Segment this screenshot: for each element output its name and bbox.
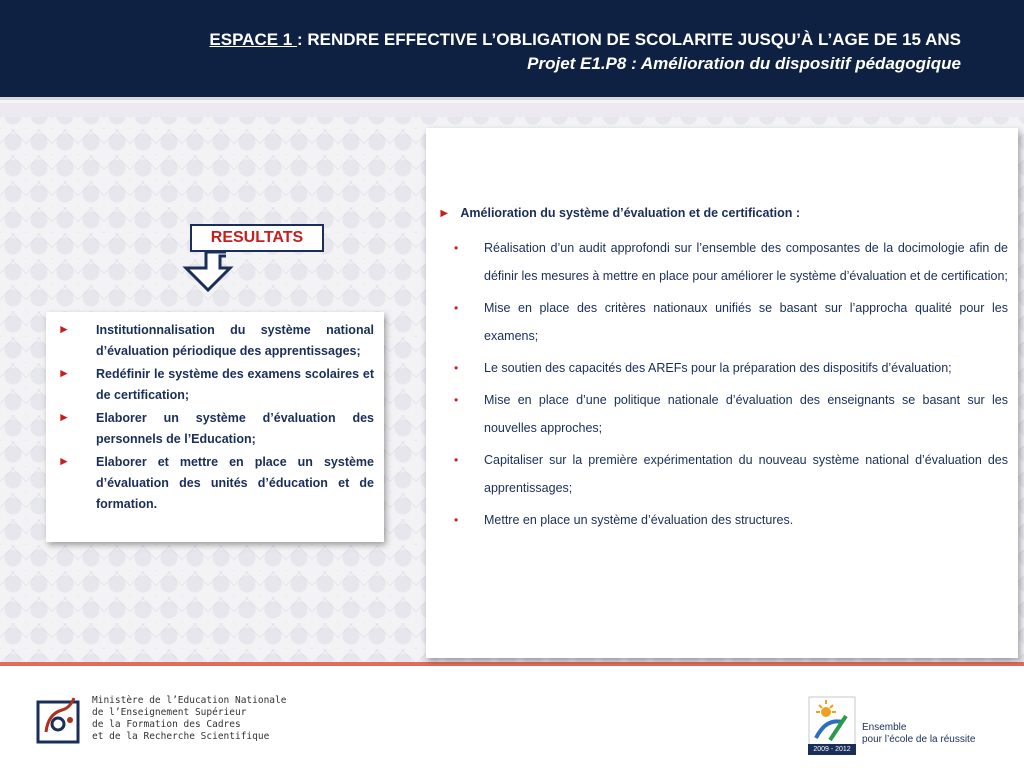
list-item-text: Mettre en place un système d’évaluation des structures. [484, 513, 794, 527]
bullet-dot-icon: • [454, 301, 459, 315]
slide-subtitle: Projet E1.P8 : Amélioration du dispositif pédagogique [527, 54, 961, 73]
result-item [58, 408, 374, 450]
title-text: : RENDRE EFFECTIVE L’OBLIGATION DE SCOLARITE JUSQU’À L’AGE DE 15 ANS [296, 30, 961, 49]
bullet-dot-icon: • [454, 453, 459, 467]
result-item-text: Redéfinir le système des examens scolaires et de certification; [96, 367, 374, 402]
ministry-line: de la Formation des Cadres [92, 719, 241, 730]
result-item-text: Elaborer un système d’évaluation des personnels de l’Education; [96, 411, 374, 446]
bullet-dot-icon: • [454, 241, 459, 255]
list-item [450, 294, 1008, 350]
down-arrow-icon [180, 250, 260, 292]
espace-label: ESPACE 1 [209, 30, 297, 49]
result-item-text: Elaborer et mettre en place un système d’évaluation des unités d’éducation et de formation. [96, 455, 374, 511]
bullet-dot-icon: • [454, 393, 459, 407]
years-badge: 2009 - 2012 [808, 744, 856, 755]
result-item-text: Institutionnalisation du système national d’évaluation périodique des apprentissages; [96, 323, 374, 358]
result-item [58, 320, 374, 362]
list-item [450, 386, 1008, 442]
list-item-text: Réalisation d’un audit approfondi sur l’ensemble des composantes de la docimologie afin de définir les mesures à mettre en place pour améliorer le système d’évaluation et de certification; [484, 241, 1008, 283]
triangle-bullet-icon: ► [58, 454, 70, 468]
results-label: RESULTATS [190, 224, 324, 252]
actions-heading-text: Amélioration du système d’évaluation et de certification : [460, 206, 801, 220]
list-item [450, 446, 1008, 502]
top-band [0, 103, 1024, 117]
triangle-bullet-icon: ► [438, 206, 451, 220]
ensemble-slogan [862, 722, 1012, 746]
list-item [450, 506, 1008, 534]
list-item-text: Le soutien des capacités des AREFs pour la préparation des dispositifs d’évaluation; [484, 361, 952, 375]
bullet-dot-icon: • [454, 513, 459, 527]
ministry-name [92, 695, 287, 743]
list-item [450, 354, 1008, 382]
bullet-dot-icon: • [454, 361, 459, 375]
list-item-text: Mise en place des critères nationaux unifiés se basant sur l’approcha qualité pour les examens; [484, 301, 1008, 343]
slide-header [0, 0, 1024, 100]
actions-heading [438, 206, 800, 220]
list-item-text: Mise en place d’une politique nationale d’évaluation des enseignants se basant sur les nouvelles approches; [484, 393, 1008, 435]
triangle-bullet-icon: ► [58, 410, 70, 424]
list-item [450, 234, 1008, 290]
slogan-line: pour l’école de la réussite [862, 734, 976, 745]
list-item-text: Capitaliser sur la première expérimentation du nouveau système national d’évaluation des apprentissages; [484, 453, 1008, 495]
slide-title [209, 30, 961, 50]
ministry-line: et de la Recherche Scientifique [92, 731, 270, 742]
actions-list [450, 234, 1008, 538]
result-item [58, 452, 374, 515]
triangle-bullet-icon: ► [58, 322, 70, 336]
triangle-bullet-icon: ► [58, 366, 70, 380]
ministry-line: de l’Enseignement Supérieur [92, 707, 247, 718]
results-box [46, 312, 384, 542]
ministry-logo-icon [36, 692, 84, 746]
result-item [58, 364, 374, 406]
slogan-line: Ensemble [862, 722, 907, 733]
ministry-line: Ministère de l’Education Nationale [92, 695, 287, 706]
